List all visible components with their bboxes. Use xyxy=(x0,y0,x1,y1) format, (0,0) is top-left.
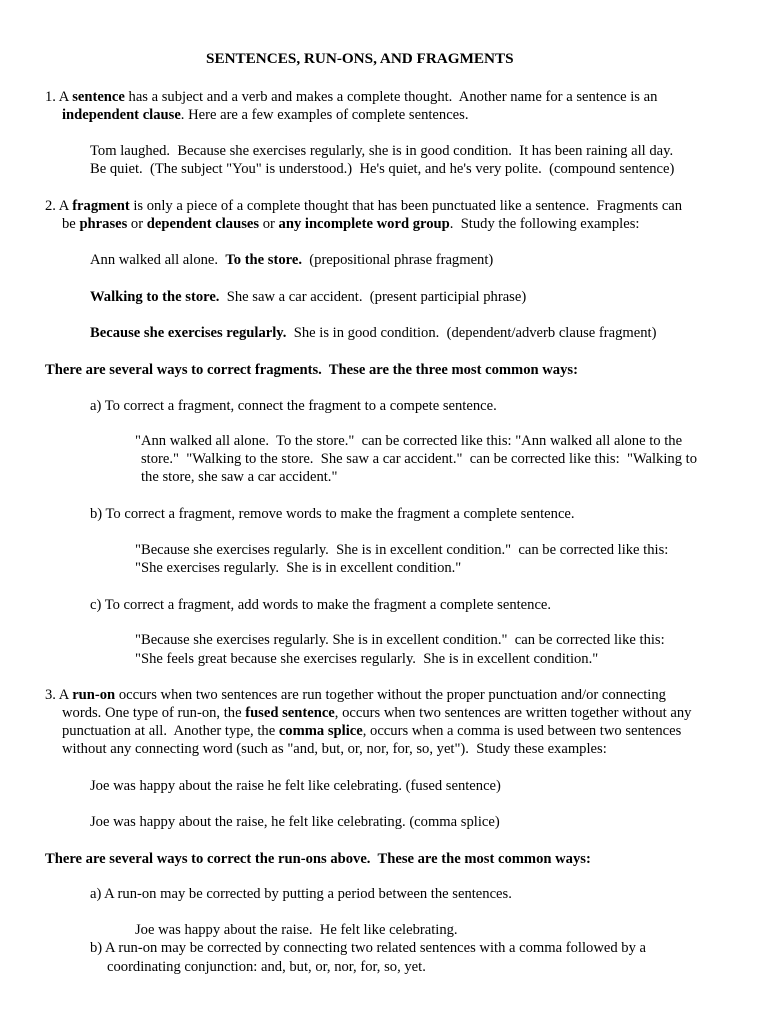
section-3-line-3: punctuation at all. Another type, the comma splice, occurs when a comma is used between two sentences xyxy=(62,723,682,739)
section-1-line-1: 1. A sentence has a subject and a verb and makes a complete thought. Another name for a sentence is an xyxy=(45,89,658,105)
section-1-example-line-2: Be quiet. (The subject "You" is understood.) He's quiet, and he's very polite. (compound sentence) xyxy=(90,161,675,177)
section-3-number: 3. xyxy=(45,687,56,703)
term-sentence: sentence xyxy=(72,89,125,105)
fix-fragment-a-example-line-1: "Ann walked all alone. To the store." can be corrected like this: "Ann walked all alone to the xyxy=(135,433,683,449)
section-2-line-1: 2. A fragment is only a piece of a complete thought that has been punctuated like a sentence. Fragments can xyxy=(45,198,683,214)
term-independent-clause: independent clause xyxy=(62,107,181,123)
term-fused-sentence: fused sentence xyxy=(245,705,335,721)
section-3-line-1: 3. A run-on occurs when two sentences are run together without the proper punctuation and/or connecting xyxy=(45,687,666,703)
fix-fragment-c-example-line-1: "Because she exercises regularly. She is in excellent condition." can be corrected like this: xyxy=(135,632,665,648)
run-on-example-fused: Joe was happy about the raise he felt like celebrating. (fused sentence) xyxy=(90,778,501,794)
fix-run-on-a-example: Joe was happy about the raise. He felt like celebrating. xyxy=(135,922,458,938)
fragment-example-1: Ann walked all alone. To the store. (prepositional phrase fragment) xyxy=(90,252,494,268)
fix-fragment-c-intro: c) To correct a fragment, add words to make the fragment a complete sentence. xyxy=(90,597,552,613)
fragment-example-2: Walking to the store. She saw a car accident. (present participial phrase) xyxy=(90,289,527,305)
fix-fragment-a-intro: a) To correct a fragment, connect the fragment to a compete sentence. xyxy=(90,398,497,414)
fix-fragment-a-example-line-3: the store, she saw a car accident." xyxy=(141,469,338,485)
section-2-number: 2. xyxy=(45,198,56,214)
fix-fragment-b-example-line-1: "Because she exercises regularly. She is in excellent condition." can be corrected like this: xyxy=(135,542,669,558)
fix-run-on-a-intro: a) A run-on may be corrected by putting a period between the sentences. xyxy=(90,886,512,902)
term-phrases: phrases xyxy=(79,216,128,232)
fix-fragment-b-intro: b) To correct a fragment, remove words to make the fragment a complete sentence. xyxy=(90,506,575,522)
section-1-example-line-1: Tom laughed. Because she exercises regularly, she is in good condition. It has been raining all day. xyxy=(90,143,674,159)
term-dependent-clauses: dependent clauses xyxy=(146,216,260,232)
fix-fragment-c-example-line-2: "She feels great because she exercises regularly. She is in excellent condition." xyxy=(135,651,599,667)
fix-run-on-b-intro-line-2: coordinating conjunction: and, but, or, nor, for, so, yet. xyxy=(107,959,426,975)
page-title: SENTENCES, RUN-ONS, AND FRAGMENTS xyxy=(206,50,514,67)
section-3-line-4: without any connecting word (such as "and, but, or, nor, for, so, yet"). Study these examples: xyxy=(62,741,607,757)
term-incomplete-word-group: any incomplete word group xyxy=(278,216,450,232)
section-1-number: 1. xyxy=(45,89,56,105)
fragment-example-3: Because she exercises regularly. She is in good condition. (dependent/adverb clause fragment) xyxy=(90,325,657,341)
fix-fragment-b-example-line-2: "She exercises regularly. She is in excellent condition." xyxy=(135,560,462,576)
term-fragment: fragment xyxy=(72,198,130,214)
section-2-line-2: be phrases or dependent clauses or any incomplete word group. Study the following examples: xyxy=(62,216,640,232)
section-1-line-2: independent clause. Here are a few examples of complete sentences. xyxy=(62,107,469,123)
fix-fragment-a-example-line-2: store." "Walking to the store. She saw a car accident." can be corrected like this: "Walking to xyxy=(141,451,697,467)
fix-run-on-b-intro-line-1: b) A run-on may be corrected by connecting two related sentences with a comma followed by a xyxy=(90,940,646,956)
fix-fragments-heading: There are several ways to correct fragments. These are the three most common ways: xyxy=(45,362,578,378)
term-comma-splice: comma splice xyxy=(278,723,363,739)
section-3-line-2: words. One type of run-on, the fused sentence, occurs when two sentences are written together without any xyxy=(62,705,692,721)
term-run-on: run-on xyxy=(72,687,116,703)
run-on-example-comma-splice: Joe was happy about the raise, he felt like celebrating. (comma splice) xyxy=(90,814,500,830)
fix-run-ons-heading: There are several ways to correct the run-ons above. These are the most common ways: xyxy=(45,851,591,867)
